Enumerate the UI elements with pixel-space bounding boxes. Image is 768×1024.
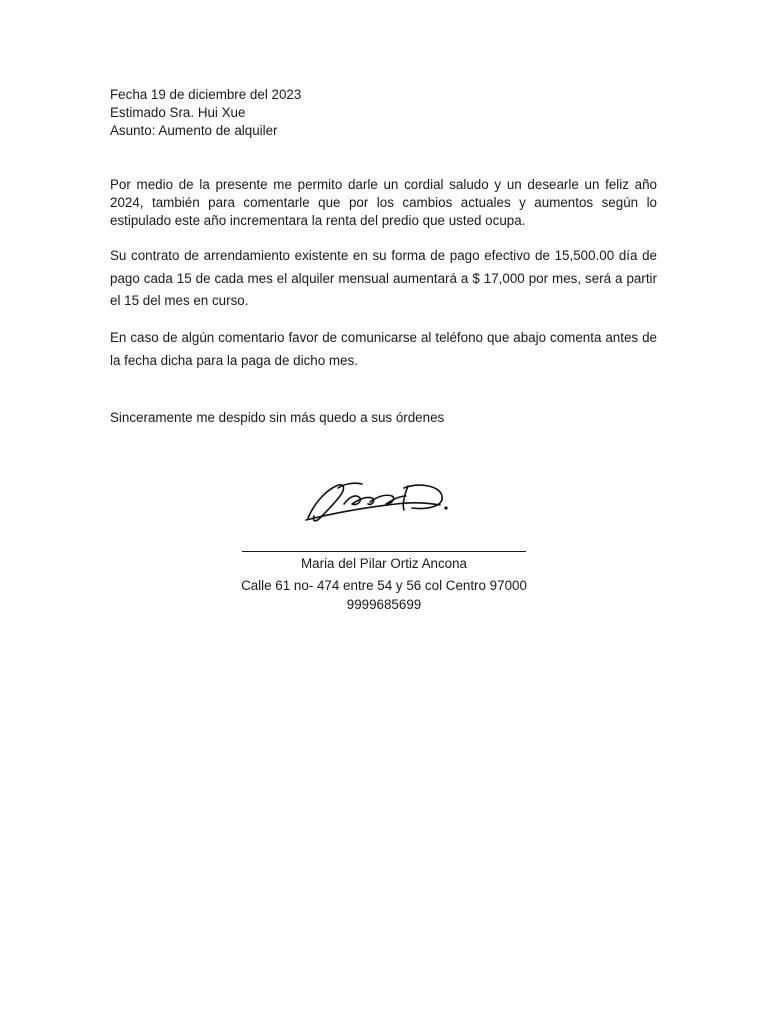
letter-recipient: Estimado Sra. Hui Xue: [110, 105, 246, 120]
signer-name: Maria del Pilar Ortiz Ancona: [301, 556, 467, 571]
letter-subject: Asunto: Aumento de alquiler: [110, 123, 278, 138]
signer-address: Calle 61 no- 474 entre 54 y 56 col Centro 97000: [241, 578, 527, 593]
closing-line: Sinceramente me despido sin más quedo a sus órdenes: [110, 410, 445, 425]
paragraph-greeting: Por medio de la presente me permito darle un cordial saludo y un desearle un feliz año 2024, también para comentarle que por los cambios actuales y aumentos según lo estipulado este año incrementara la renta del predio que usted ocupa.: [110, 177, 657, 228]
handwritten-signature: [300, 474, 452, 530]
signature-line: [242, 539, 526, 552]
letter-header: [110, 86, 301, 140]
letter-date: Fecha 19 de diciembre del 2023: [110, 87, 302, 102]
paragraph-contract: Su contrato de arrendamiento existente en su forma de pago efectivo de 15,500.00 día de pago cada 15 de cada mes el alquiler mensual aumentará a $ 17,000 por mes, será a partir el 15 del mes en curso.: [110, 248, 657, 308]
paragraph-contact: En caso de algún comentario favor de comunicarse al teléfono que abajo comenta antes de la fecha dicha para la paga de dicho mes.: [110, 330, 657, 368]
signer-phone: 9999685699: [346, 597, 422, 612]
